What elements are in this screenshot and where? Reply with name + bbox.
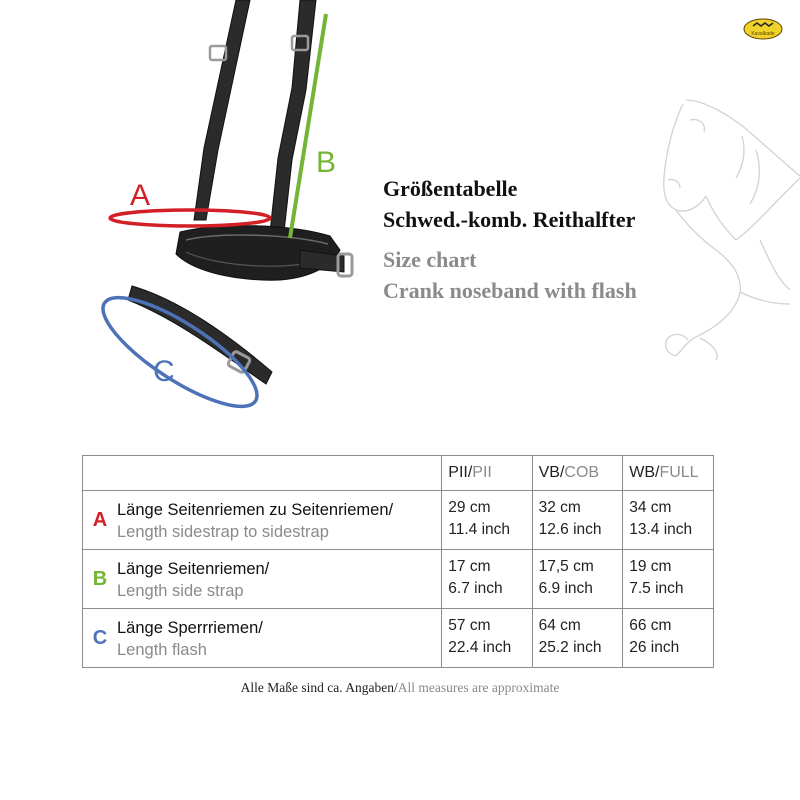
- measurement-label-de: Länge Sperrriemen/: [117, 619, 263, 637]
- title-de-line1: Größentabelle: [383, 176, 518, 201]
- size-cell: 66 cm 26 inch: [623, 609, 714, 668]
- footnote: Alle Maße sind ca. Angaben/All measures are approximate: [240, 680, 560, 695]
- size-table: [82, 455, 714, 668]
- size-cell: 19 cm 7.5 inch: [623, 550, 714, 609]
- measurement-cell-b: [83, 550, 442, 609]
- column-header-pony: PII/PII: [442, 456, 532, 491]
- size-cell: 32 cm 12.6 inch: [532, 491, 623, 550]
- title-block: [383, 173, 637, 306]
- column-header-cob: VB/COB: [532, 456, 623, 491]
- label-a: A: [130, 179, 151, 212]
- size-cell: 29 cm 11.4 inch: [442, 491, 532, 550]
- title-en-line2: Crank noseband with flash: [383, 278, 637, 303]
- measurement-label-en: Length flash: [117, 641, 207, 659]
- size-cell: 64 cm 25.2 inch: [532, 609, 623, 668]
- measurement-label-de: Länge Seitenriemen/: [117, 560, 270, 578]
- title-de-line2: Schwed.-komb. Reithalfter: [383, 207, 636, 232]
- row-letter-b: B: [92, 568, 108, 590]
- table-header-row: [83, 456, 714, 491]
- measure-a-ring: [110, 210, 270, 226]
- column-header-full: WB/FULL: [623, 456, 714, 491]
- size-cell: 17 cm 6.7 inch: [442, 550, 532, 609]
- table-row: [83, 609, 714, 668]
- row-letter-a: A: [92, 509, 108, 531]
- table-header-blank: [83, 456, 442, 491]
- table-row: [83, 491, 714, 550]
- size-cell: 34 cm 13.4 inch: [623, 491, 714, 550]
- measurement-label-en: Length sidestrap to sidestrap: [117, 523, 329, 541]
- size-cell: 17,5 cm 6.9 inch: [532, 550, 623, 609]
- title-en-line1: Size chart: [383, 247, 477, 272]
- label-b: B: [316, 146, 337, 179]
- table-row: [83, 550, 714, 609]
- horse-sketch: [664, 100, 800, 360]
- brand-logo-text: Kavalkade: [751, 31, 775, 37]
- measurement-cell-a: [83, 491, 442, 550]
- label-c: C: [153, 355, 175, 388]
- size-cell: 57 cm 22.4 inch: [442, 609, 532, 668]
- brand-logo: [743, 18, 783, 40]
- measurement-label-de: Länge Seitenriemen zu Seitenriemen/: [117, 501, 394, 519]
- measurement-label-en: Length side strap: [117, 582, 244, 600]
- measurement-cell-c: [83, 609, 442, 668]
- row-letter-c: C: [92, 627, 108, 649]
